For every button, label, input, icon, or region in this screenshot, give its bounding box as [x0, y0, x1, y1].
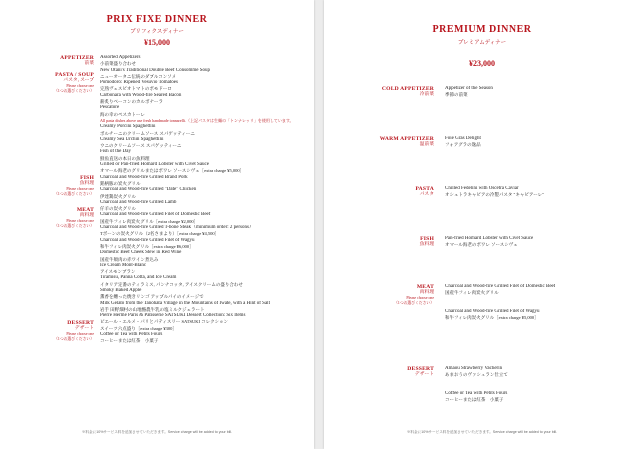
- menu-item-line: 伊達鶏炭火グリル: [100, 193, 136, 199]
- menu-item-line: Assorted Appetizers: [100, 55, 141, 60]
- menu-item-line: Ice Cream Mont-Blanc: [100, 262, 147, 268]
- menu-item-line: Pomodoro: Ripened Vesuvio Tomatoes: [100, 80, 178, 86]
- menu-item-line: Coffee or Tea with Petits Fours: [445, 390, 508, 396]
- menu-item-line: ピエール・エルメ・パリとパティスリー SATSUKI コレクション: [100, 319, 228, 325]
- menu-item-line: Charcoal and Wood-fire Grilled T-bone Steak（minimum order: 2 persons）: [100, 225, 254, 231]
- premium-title-jp: プレミアムディナー: [457, 40, 507, 46]
- menu-item-line: 薪炙りベーコンのカルボナーラ: [100, 99, 163, 105]
- menu-item-line: オシェトラキャビアの冷製パスタ "キャビアーレ": [445, 192, 544, 198]
- menu-item-line: Tiramisu, Panna Cotta, and Ice Cream: [100, 275, 177, 281]
- prix-fixe-item-list: [100, 55, 310, 345]
- course-title-jp: 冷前菜: [419, 92, 434, 98]
- menu-item-line: イタリア定番のティラミス, パンナコッタ, アイスクリームの盛り合わせ: [100, 281, 243, 287]
- course-title: WARM APPETIZER: [379, 136, 434, 142]
- menu-item-line: コーヒーまたは紅茶 小菓子: [445, 396, 504, 402]
- course-fish: [420, 236, 434, 248]
- menu-item-line: 和牛フィレ肉炭火グリル［extra charge ¥6,000］: [100, 243, 194, 249]
- premium-price: ¥23,000: [469, 59, 495, 68]
- menu-item-line: あまおうのヴァシュラン仕立て: [445, 372, 508, 378]
- course-title: PASTA: [415, 186, 434, 192]
- course-title: FISH: [420, 236, 434, 242]
- menu-item-line: Pierre Hermé Paris & Patisserie SATSUKI Dessert Collection: Six Items: [100, 313, 246, 319]
- premium-page: [324, 0, 640, 449]
- menu-item-line: 銘柄豚の炭火グリル: [100, 180, 141, 186]
- section-fish: [54, 175, 94, 196]
- menu-item-line: アイスモンブラン: [100, 269, 136, 275]
- section-note: Please choose one （1つお選びください）: [54, 187, 94, 196]
- prix-fixe-title-jp: プリフィクスディナー: [130, 29, 184, 35]
- footer-note: ※料金に10%サービス料を追加させていただきます。Service charge will be added to your bill.: [406, 430, 558, 434]
- menu-item-line: コーヒーまたは紅茶 小菓子: [100, 338, 159, 344]
- premium-title: PREMIUM DINNER: [432, 24, 532, 35]
- section-dessert: [54, 320, 94, 341]
- menu-item-line: Pan-fried Homard Lobster with Civet Sauce: [445, 236, 534, 241]
- menu-item-line: 和牛フィレ肉炭火グリル［extra charge ¥5,000］: [445, 314, 539, 320]
- prix-fixe-title: PRIX FIXE DINNER: [106, 14, 208, 25]
- course-title-jp: パスタ: [419, 192, 434, 198]
- menu-item-line: Fish of the Day: [100, 149, 131, 155]
- menu-item-line: [445, 379, 508, 391]
- course-items: [445, 366, 508, 403]
- menu-item-line: Charcoal and Wood-fire Grilled "Date" Chicken: [100, 187, 197, 193]
- menu-item-line: Domestic Beef Cheek Stew in Red Wine: [100, 250, 182, 256]
- section-title: DESSERT: [67, 320, 94, 326]
- menu-item-line: 薫香を纏った焼きリンゴ アップルパイのイメージで: [100, 294, 204, 300]
- menu-item-line: 完熟ヴェスビオトマトのポモドーロ: [100, 86, 172, 92]
- footer-note: ※料金に10%サービス料を追加させていただきます。Service charge will be added to your bill.: [81, 430, 233, 434]
- menu-item-line: Amaou Strawberry Vacherin: [445, 366, 503, 371]
- course-pasta: [415, 186, 434, 198]
- menu-item-line: Charcoal and Wood-fire Grilled Brand Pork: [100, 174, 188, 180]
- section-title-jp: 肉料理: [79, 213, 94, 219]
- section-pasta-soup: [54, 72, 94, 93]
- menu-item-line: Charcoal and Wood-fire Grilled Filet of Wagyu: [100, 237, 195, 243]
- course-title-jp: 魚料理: [419, 242, 434, 248]
- menu-item-line: ウニのクリームソース スパゲッティーニ: [100, 143, 182, 149]
- section-title-jp: 前菜: [84, 61, 94, 67]
- section-title-jp: デザート: [74, 326, 94, 332]
- menu-item-line: オマール海老のポワレ ソースシヴェ: [445, 242, 518, 248]
- menu-item-line: フォアグラの逸品: [445, 142, 481, 148]
- menu-item-line: 季節の前菜: [445, 92, 468, 98]
- menu-item-line: Charcoal and Wood-fire Grilled Filet of Domestic Beef: [445, 284, 556, 289]
- menu-item-line: Charcoal and Wood-fire Grilled Lamb: [100, 199, 177, 205]
- course-warm-appetizer: [380, 136, 434, 148]
- course-items: [445, 86, 493, 99]
- section-note: Please choose one （1つお選びください）: [54, 219, 94, 228]
- menu-item-line: Chilled Fedelini with Oscetra Caviar: [445, 186, 519, 191]
- section-title-jp: 魚料理: [79, 181, 94, 187]
- menu-item-line: New Otani's Traditional Double Beef Consommé Soup: [100, 67, 211, 73]
- course-title: MEAT: [416, 284, 434, 290]
- menu-item-line: 国産牛フィレ肉炭火グリル: [445, 290, 499, 296]
- menu-item-line: 鮮魚直送の本日の魚料理: [100, 155, 150, 161]
- section-title: PASTA / SOUP: [55, 72, 94, 78]
- menu-item-line: 海の幸のペスカトーレ: [100, 111, 145, 117]
- menu-item-line: ポルチーニのクリームソース スパゲッティーニ: [100, 130, 195, 136]
- menu-item-line: Charcoal and Wood-fire Grilled Filet of Wagyu: [445, 308, 540, 314]
- section-title-jp: パスタ, スープ: [63, 78, 94, 84]
- menu-item-line: Foie Gras Delight: [445, 136, 481, 141]
- course-title-jp: デザート: [414, 372, 434, 378]
- course-items: [445, 236, 533, 249]
- course-title-jp: 肉料理: [419, 290, 434, 296]
- section-meat: [54, 207, 94, 228]
- menu-item-line: 国産牛フィレ肉炭火グリル［extra charge ¥2,000］: [100, 218, 199, 224]
- course-items: [445, 136, 481, 149]
- course-title: DESSERT: [407, 366, 434, 372]
- section-title: FISH: [80, 175, 94, 181]
- menu-item-line: スイーツ六点盛り［extra charge ¥300］: [100, 325, 177, 331]
- menu-item-line: Coffee or Tea with Petits Fours: [100, 332, 163, 338]
- menu-item-line: Carbonara with Wood-fire Seared Bacon: [100, 92, 182, 98]
- section-note: Please choose one （1つお選びください）: [54, 332, 94, 341]
- menu-item-line: 岩手 田野畑村の山地酪農牛乳の塩ミルクジェラート: [100, 306, 205, 312]
- menu-item-line: [445, 297, 555, 309]
- menu-item-line: Milk Gelato from the Tanohata Village in the Mountains of Iwate, with a Hint of Salt: [100, 300, 270, 306]
- course-items: [445, 186, 544, 199]
- menu-item-line: Grilled or Pan-fried Homard Lobster with Civet Sauce: [100, 162, 209, 168]
- menu-item-line: Creamy Sea Urchin Spaghettini: [100, 136, 164, 142]
- course-title-jp: 温前菜: [419, 142, 434, 148]
- menu-item-line: Pescatore: [100, 105, 120, 111]
- section-note: Please choose one （1つお選びください）: [54, 84, 94, 93]
- menu-item-line: Charcoal and Wood-fire Grilled Filet of Domestic Beef: [100, 212, 211, 218]
- section-title: MEAT: [76, 207, 94, 213]
- menu-item-line: 仔羊の炭火グリル: [100, 206, 136, 212]
- section-title: APPETIZER: [60, 55, 94, 61]
- menu-item-line: 国産牛頬肉の赤ワイン煮込み: [100, 256, 159, 262]
- menu-item-line: Tボーンの炭火グリル（2名さまより）［extra charge ¥4,500］: [100, 231, 220, 237]
- menu-item-line: All pasta dishes above use fresh handmade tonnarelli.（上記パスタは生麺の「トンナレッリ」を使用しています。: [100, 117, 294, 123]
- prix-fixe-price: ¥15,000: [144, 38, 170, 47]
- menu-item-line: Creamy Porcini Spaghettini: [100, 124, 156, 130]
- section-appetizer: [60, 55, 94, 67]
- menu-item-line: Appetizer of the Season: [445, 86, 493, 91]
- menu-item-line: 小前菜盛り合わせ: [100, 61, 136, 67]
- course-items: [445, 284, 555, 321]
- course-cold-appetizer: [382, 86, 434, 98]
- prix-fixe-page: [0, 0, 314, 449]
- course-dessert: [407, 366, 434, 378]
- course-title: COLD APPETIZER: [381, 86, 434, 92]
- menu-item-line: オマール海老のグリルまたはポワレ ソースシヴェ［extra charge ¥5,000］: [100, 168, 245, 174]
- course-note: Please choose one （1つお選びください）: [394, 296, 434, 305]
- menu-item-line: Smoky Baked Apple: [100, 287, 142, 293]
- menu-item-line: ニューオータニ伝統のダブルコンソメ: [100, 73, 177, 79]
- course-meat: [394, 284, 434, 305]
